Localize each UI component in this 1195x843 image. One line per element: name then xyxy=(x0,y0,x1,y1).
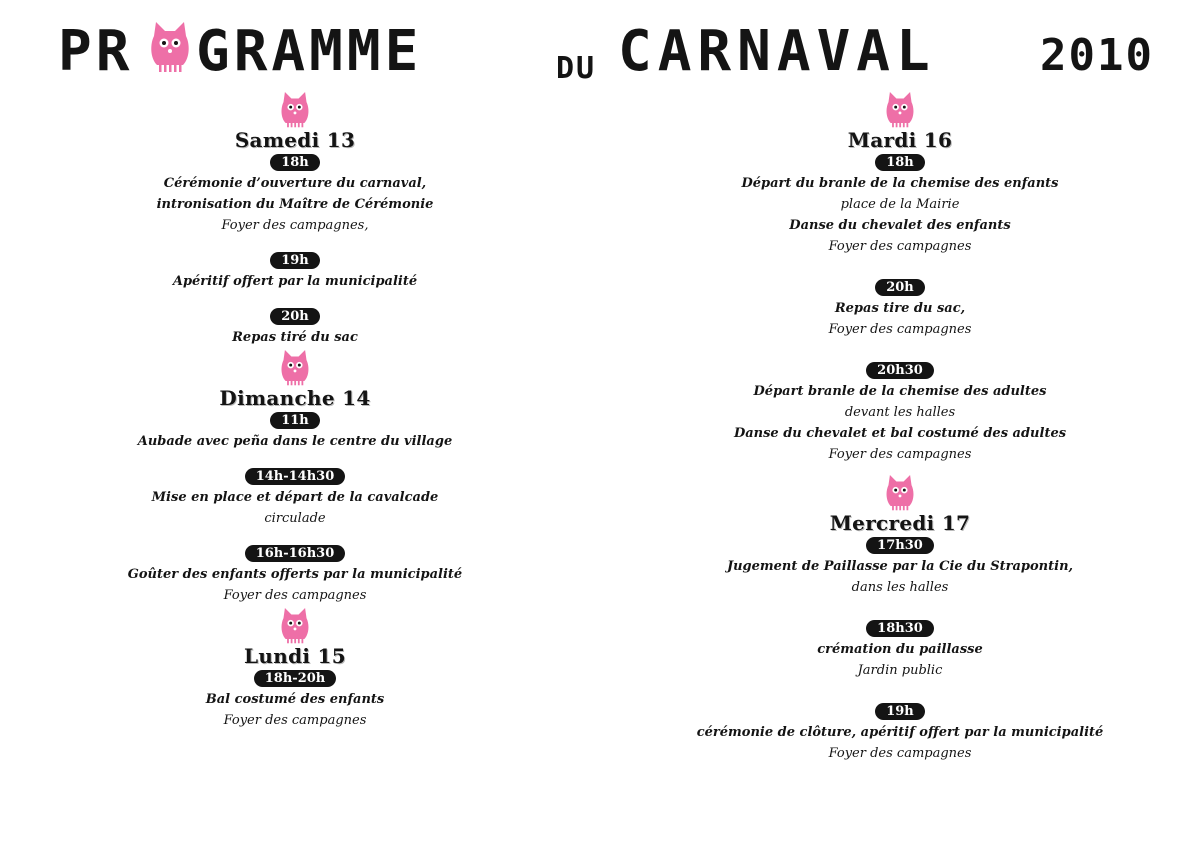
time-badge: 11h xyxy=(270,412,320,429)
owl-mascot-icon xyxy=(885,92,915,128)
event-title: Repas tiré du sac xyxy=(232,330,358,345)
event-title: Apéritif offert par la municipalité xyxy=(172,274,418,289)
event-title: Cérémonie d’ouverture du carnaval, xyxy=(163,176,427,191)
event-title: Mise en place et départ de la cavalcade xyxy=(151,490,439,505)
event-block xyxy=(232,306,358,348)
day-section xyxy=(15,92,575,348)
time-badge: 20h xyxy=(875,279,925,296)
event-block xyxy=(817,618,983,681)
time-badge: 17h30 xyxy=(866,537,934,554)
right-column xyxy=(620,92,1180,764)
time-badge: 14h-14h30 xyxy=(245,468,346,485)
event-title: Bal costumé des enfants xyxy=(205,692,385,707)
event-location: Foyer des campagnes xyxy=(223,713,367,728)
event-block xyxy=(157,152,434,236)
event-location: Foyer des campagnes xyxy=(223,588,367,603)
time-badge: 16h-16h30 xyxy=(245,545,346,562)
event-block xyxy=(742,152,1059,257)
time-badge: 20h xyxy=(270,308,320,325)
event-title: Départ branle de la chemise des adultes xyxy=(753,384,1047,399)
event-location: Foyer des campagnes xyxy=(828,447,972,462)
day-section xyxy=(15,350,575,606)
day-heading: Mercredi 17 xyxy=(829,511,971,535)
event-location: circulade xyxy=(264,511,326,526)
event-title: Départ du branle de la chemise des enfants xyxy=(741,176,1059,191)
event-block xyxy=(128,543,462,606)
event-block xyxy=(138,410,452,452)
day-section xyxy=(620,92,1180,465)
event-title: intronisation du Maître de Cérémonie xyxy=(156,197,434,212)
title-text-pr: PR xyxy=(58,19,134,84)
day-heading: Samedi 13 xyxy=(234,128,356,152)
title-text-carnaval: CARNAVAL xyxy=(618,19,936,84)
event-block xyxy=(829,277,972,340)
time-badge: 19h xyxy=(875,703,925,720)
day-section xyxy=(620,475,1180,764)
event-location: Jardin public xyxy=(857,663,943,678)
event-location: devant les halles xyxy=(844,405,956,420)
left-column xyxy=(15,92,575,731)
time-badge: 18h-20h xyxy=(254,670,336,687)
time-badge: 18h xyxy=(270,154,320,171)
event-location: Foyer des campagnes xyxy=(828,322,972,337)
event-title: Danse du chevalet des enfants xyxy=(789,218,1011,233)
event-block xyxy=(173,250,417,292)
event-title: Repas tire du sac, xyxy=(834,301,966,316)
event-title: Goûter des enfants offerts par la municipalité xyxy=(127,567,463,582)
title-text-gramme: GRAMME xyxy=(196,19,423,84)
time-badge: 19h xyxy=(270,252,320,269)
owl-mascot-icon xyxy=(885,475,915,511)
event-location: dans les halles xyxy=(851,580,949,595)
owl-mascot-icon xyxy=(280,608,310,644)
event-location: Foyer des campagnes, xyxy=(221,218,369,233)
event-block xyxy=(152,466,439,529)
event-title: crémation du paillasse xyxy=(817,642,983,657)
owl-mascot-icon xyxy=(280,92,310,128)
event-title: Aubade avec peña dans le centre du village xyxy=(137,434,453,449)
time-badge: 20h30 xyxy=(866,362,934,379)
owl-mascot-icon xyxy=(280,350,310,386)
time-badge: 18h30 xyxy=(866,620,934,637)
day-section xyxy=(15,608,575,731)
title-text-year: 2010 xyxy=(1040,30,1154,81)
title-mascot-icon xyxy=(151,22,188,72)
event-block xyxy=(206,668,385,731)
event-location: place de la Mairie xyxy=(840,197,960,212)
event-block xyxy=(727,535,1073,598)
day-heading: Mardi 16 xyxy=(847,128,953,152)
event-title: cérémonie de clôture, apéritif offert par la municipalité xyxy=(696,725,1104,740)
event-block xyxy=(697,701,1104,764)
day-heading: Lundi 15 xyxy=(244,644,346,668)
event-title: Jugement de Paillasse par la Cie du Strapontin, xyxy=(726,559,1074,574)
time-badge: 18h xyxy=(875,154,925,171)
programme-title xyxy=(0,6,1195,96)
event-location: Foyer des campagnes xyxy=(828,239,972,254)
event-block xyxy=(734,360,1066,465)
title-text-du: DU xyxy=(556,51,597,86)
event-location: Foyer des campagnes xyxy=(828,746,972,761)
event-title: Danse du chevalet et bal costumé des adultes xyxy=(733,426,1067,441)
day-heading: Dimanche 14 xyxy=(219,386,371,410)
